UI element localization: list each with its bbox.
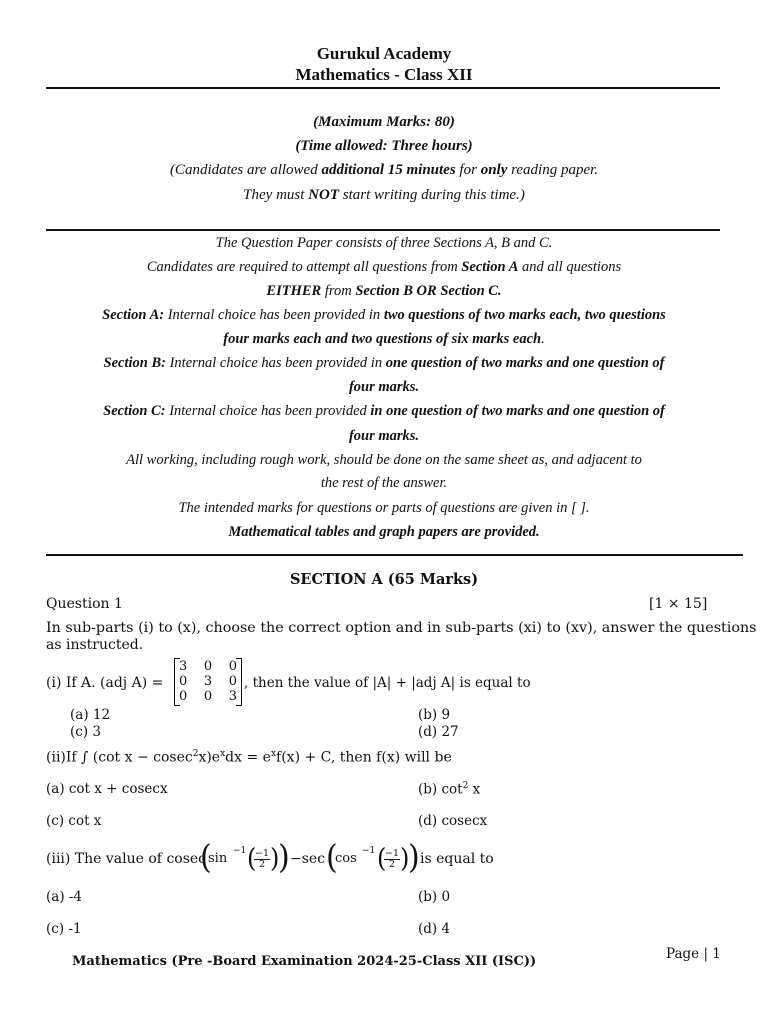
q2-stem: (ii)If ∫ (cot $x - cosec^2x)e^xdx = e^xf(x) + C$, then f(x) will be — [46, 749, 452, 766]
school-name: Gurukul Academy — [316, 44, 452, 63]
instruction-marks: The intended marks for questions or parts of questions are given in [ ]. — [178, 500, 590, 516]
q3-inner-paren-close-2: ) — [400, 842, 410, 874]
section-title: SECTION A (65 Marks) — [289, 571, 479, 588]
q3-inner-paren-open-2: ( — [377, 842, 387, 874]
footer-exam-title: Mathematics (Pre -Board Examination 2024-25-Class XII (ISC)) — [72, 954, 537, 969]
q3-sin: sin — [208, 851, 228, 866]
matrix-row-2: 0 3 0 — [179, 674, 237, 689]
instruction-section-b-cont: four marks. — [348, 379, 420, 395]
instruction-working-cont: the rest of the answer. — [320, 475, 448, 491]
q3-option-b: (b) 0 — [418, 889, 451, 905]
q2-option-a: (a) cot x + cosecx — [46, 781, 168, 797]
instruction-section-a: Section A: Internal choice has been provided in two questions of two marks each, two questions — [102, 307, 666, 323]
instruction-line-2: Candidates are required to attempt all questions from Section A and all questions — [146, 259, 622, 275]
q2-option-d: (d) cosecx — [418, 813, 488, 829]
q3-inner-paren-open: ( — [247, 842, 257, 874]
q3-outer-paren-open: ( — [200, 838, 212, 877]
q3-outer-paren-close-2: ) — [408, 838, 420, 877]
q3-fraction-1: $\frac{-1}{2}$ — [254, 848, 269, 870]
q1-option-a: (a) 12 — [70, 707, 111, 723]
q3-cos-inverse: −1 — [362, 846, 376, 856]
q2-option-c: (c) cot x — [46, 813, 102, 829]
q3-fraction-2: $\frac{-1}{2}$ — [384, 848, 399, 870]
q3-sin-inverse: −1 — [233, 846, 247, 856]
q1-option-b: (b) 9 — [418, 707, 451, 723]
q3-option-a: (a) -4 — [46, 889, 83, 905]
matrix-row-3: 0 0 3 — [179, 689, 237, 704]
question-intro-cont: as instructed. — [46, 637, 144, 653]
instruction-line-3: EITHER from Section B OR Section C. — [266, 283, 502, 299]
instruction-section-b: Section B: Internal choice has been provided in one question of two marks and one question of — [103, 355, 665, 371]
question-marks: [1 × 15] — [649, 596, 708, 612]
instruction-line-1: The Question Paper consists of three Sections A, B and C. — [215, 235, 553, 251]
q3-option-d: (d) 4 — [418, 921, 451, 937]
q3-outer-paren-close: ) — [278, 838, 290, 877]
instruction-section-c: Section C: Internal choice has been provided in one question of two marks and one question of — [103, 403, 665, 419]
reading-time-note: (Candidates are allowed additional 15 minutes for only reading paper. — [169, 162, 599, 178]
no-writing-note: They must NOT start writing during this time.) — [243, 187, 525, 203]
q3-outer-paren-open-2: ( — [326, 838, 338, 877]
q2-option-b: (b) $\cot^2 x$ — [418, 781, 481, 798]
question-label: Question 1 — [46, 596, 123, 612]
instructions-divider — [46, 554, 743, 556]
max-marks: (Maximum Marks: 80) — [313, 114, 455, 130]
matrix-3x3 — [174, 658, 242, 706]
meta-divider — [46, 229, 720, 231]
instruction-working: All working, including rough work, should be done on the same sheet as, and adjacent to — [126, 452, 642, 468]
q1-stem-lead: (i) If A. (adj A) = — [46, 675, 164, 691]
q3-stem-lead: (iii) The value of cosec — [46, 851, 207, 867]
q1-option-c: (c) 3 — [70, 724, 101, 740]
q3-inner-paren-close: ) — [270, 842, 280, 874]
instruction-section-a-cont: four marks each and two questions of six marks each. — [223, 331, 545, 347]
q1-stem-tail: , then the value of |A| + |adj A| is equal to — [244, 675, 531, 691]
question-intro: In sub-parts (i) to (x), choose the correct option and in sub-parts (xi) to (xv), answer the questions — [46, 620, 757, 636]
page-number: Page | 1 — [666, 946, 721, 962]
header-divider — [46, 87, 720, 89]
matrix-row-1: 3 0 0 — [179, 659, 237, 674]
q1-option-d: (d) 27 — [418, 724, 459, 740]
q3-minus-sec: −sec — [290, 851, 326, 867]
q3-stem-tail: is equal to — [420, 851, 494, 867]
instruction-tables: Mathematical tables and graph papers are provided. — [228, 524, 540, 540]
time-allowed: (Time allowed: Three hours) — [295, 138, 473, 154]
instruction-section-c-cont: four marks. — [348, 428, 420, 444]
q3-cos: cos — [335, 851, 357, 866]
q3-option-c: (c) -1 — [46, 921, 82, 937]
paper-subject: Mathematics - Class XII — [295, 65, 473, 84]
